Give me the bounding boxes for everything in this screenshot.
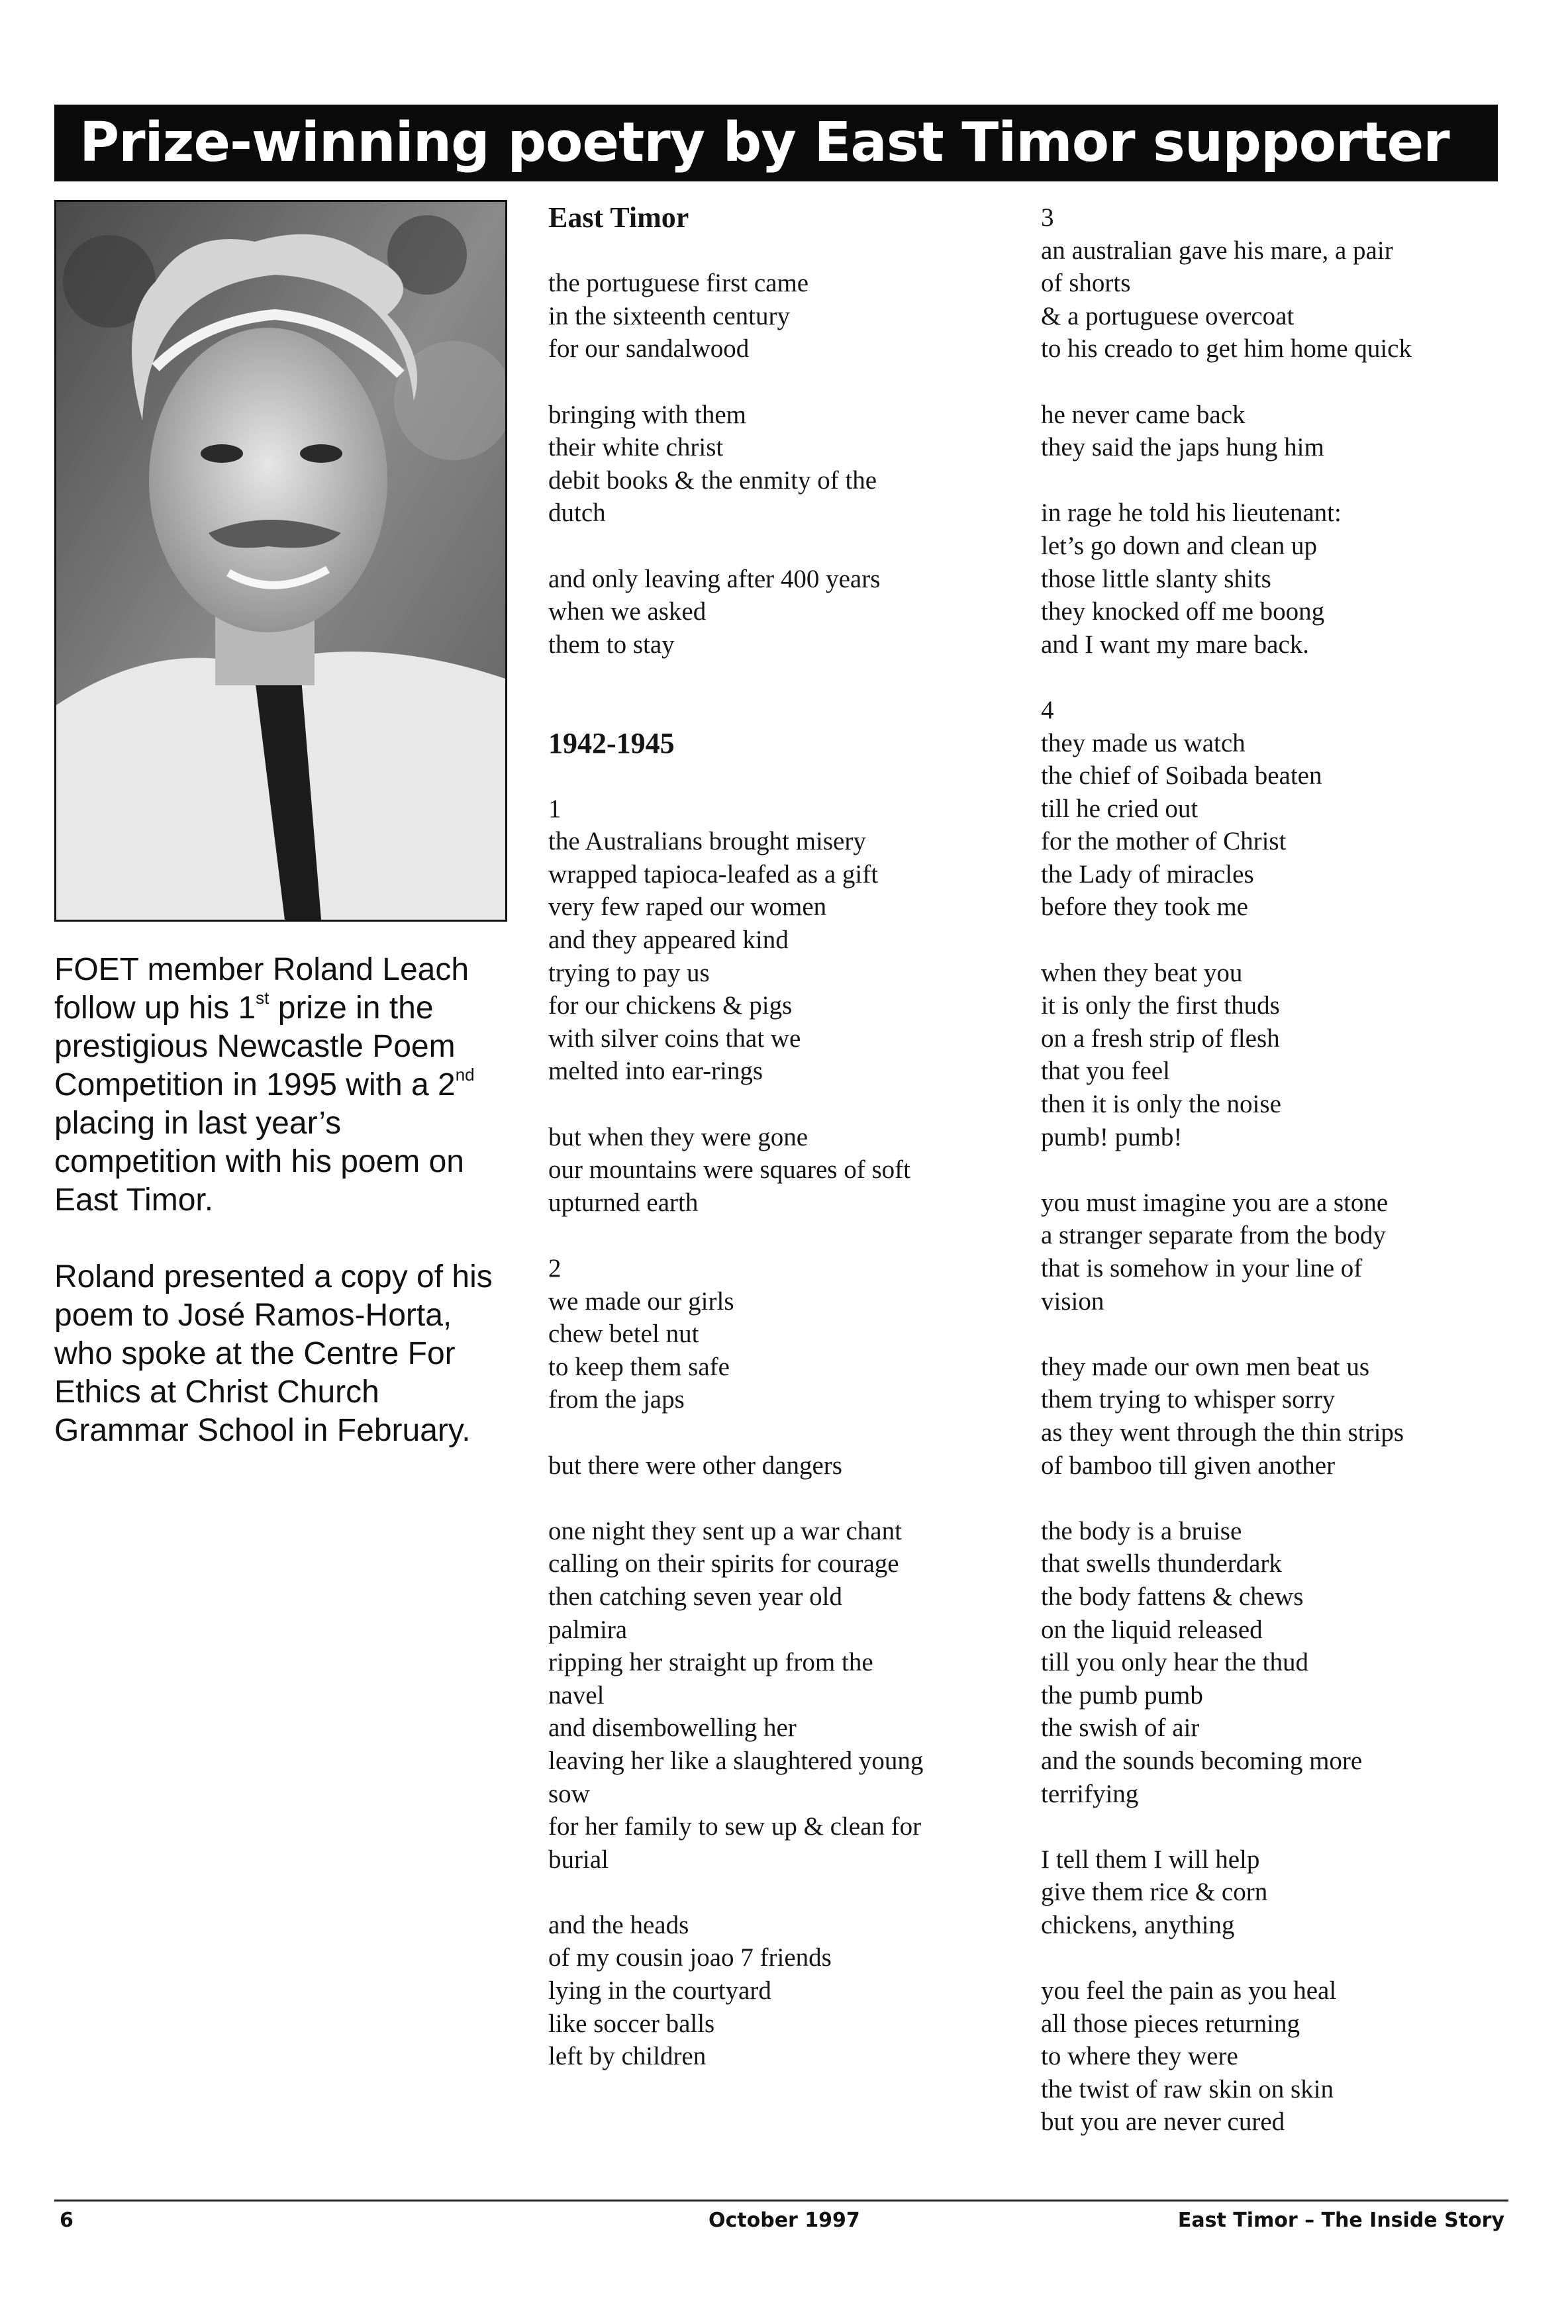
poem-line: vision [1041,1286,1104,1316]
stanza-break [548,530,1025,563]
poem-line: wrapped tapioca-leafed as a gift [548,859,879,889]
poem-line: you must imagine you are a stone [1041,1188,1389,1217]
poem-line: they made our own men beat us [1041,1352,1370,1381]
poem-line: let’s go down and clean up [1041,531,1317,560]
poem-line: a stranger separate from the body [1041,1221,1386,1250]
poem-line: the swish of air [1041,1714,1200,1743]
caption-text: placing in last year’s competition with his poem on East Timor. [54,1106,464,1218]
stanza-break [548,661,1025,694]
poem-line: that swells thunderdark [1041,1549,1282,1578]
poem-line: of my cousin joao 7 friends [548,1943,832,1972]
poem-line: bringing with them [548,400,746,429]
poem-line: burial [548,1845,609,1874]
poem-line: the portuguese first came [548,269,809,298]
poem-column-2 [1041,201,1504,2139]
poem-line: & a portuguese overcoat [1041,301,1295,330]
poem-line: for her family to sew up & clean for [548,1812,922,1841]
poem-line: one night they sent up a war chant [548,1516,902,1545]
poem-line: and the sounds becoming more [1041,1746,1363,1775]
stanza-break [1041,1153,1504,1186]
stanza-break [548,1219,1025,1252]
poem-line: very few raped our women [548,893,827,922]
poem-line: from the japs [548,1385,685,1414]
poem-column-1 [548,201,1025,2073]
stanza-break [1041,1941,1504,1974]
poem-line: give them rice & corn [1041,1878,1268,1907]
stanza-break [548,1416,1025,1449]
stanza-break [548,694,1025,727]
poem-line: then it is only the noise [1041,1090,1281,1119]
poem-line: then catching seven year old [548,1582,842,1611]
poem-line: we made our girls [548,1286,734,1316]
poem-line: our mountains were squares of soft [548,1155,910,1185]
stanza-break [1041,1318,1504,1351]
poem-line: and they appeared kind [548,926,789,955]
stanza-break [548,1876,1025,1909]
poem-line: they made us watch [1041,728,1246,757]
poem-line: them trying to whisper sorry [1041,1385,1336,1414]
poem-line: and the heads [548,1910,689,1939]
poem-line: the twist of raw skin on skin [1041,2074,1334,2104]
poem-line: sow [548,1779,590,1808]
poem-line: for the mother of Christ [1041,827,1287,856]
poem-line: 4 [1041,695,1054,724]
poem-line: and disembowelling her [548,1714,797,1743]
page-title: Prize-winning poetry by East Timor supporter [79,111,1449,174]
poem-line: for our chickens & pigs [548,991,793,1020]
poem-line: for our sandalwood [548,334,750,363]
poem-line: as they went through the thin strips [1041,1418,1404,1447]
publication-name: East Timor – The Inside Story [1177,2209,1504,2232]
poem-line: till you only hear the thud [1041,1648,1309,1677]
poem-line: they knocked off me boong [1041,597,1325,626]
poem-line: debit books & the enmity of the [548,465,877,495]
poem-line: navel [548,1680,605,1710]
ordinal-suffix: nd [455,1065,475,1085]
poem-line: when they beat you [1041,958,1243,987]
poem-line: the chief of Soibada beaten [1041,761,1322,791]
poem-line: 3 [1041,203,1054,232]
poem-line: the pumb pumb [1041,1680,1203,1710]
poem-line: that you feel [1041,1057,1170,1086]
poem-line: calling on their spirits for courage [548,1549,899,1578]
poem-line: on the liquid released [1041,1615,1263,1644]
poem-line: dutch [548,499,606,528]
poem-line: and only leaving after 400 years [548,564,881,593]
poem-line: in rage he told his lieutenant: [1041,499,1342,528]
poem-line: trying to pay us [548,958,710,987]
stanza-break [1041,1810,1504,1843]
stanza-break [1041,661,1504,694]
poem-line: all those pieces returning [1041,2009,1300,2038]
poem-line: to his creado to get him home quick [1041,334,1412,363]
poem-line: of shorts [1041,269,1131,298]
poem-line: pumb! pumb! [1041,1122,1183,1151]
stanza-break [548,234,1025,267]
poem-line: the Lady of miracles [1041,859,1254,889]
poem-line: I tell them I will help [1041,1845,1260,1874]
poem-line: an australian gave his mare, a pair [1041,236,1393,265]
poem-line: with silver coins that we [548,1024,801,1053]
poem-line: the body fattens & chews [1041,1582,1304,1611]
poem-line: to where they were [1041,2042,1238,2071]
poem-line: the Australians brought misery [548,827,866,856]
poem-line: in the sixteenth century [548,301,790,330]
stanza-break [1041,464,1504,497]
poem-line: till he cried out [1041,794,1199,823]
poem-line: lying in the courtyard [548,1976,771,2006]
poem-line: 1 [548,794,562,823]
poem-line: chickens, anything [1041,1910,1235,1939]
poem-line: them to stay [548,630,675,659]
poem-line: leaving her like a slaughtered young [548,1746,924,1775]
poem-line: their white christ [548,433,724,462]
poem-line: left by children [548,2042,707,2071]
caption-text: prize in the prestigious Newcastle Poem Competition in 1995 with a 2 [54,991,456,1102]
poem-line: of bamboo till given another [1041,1451,1336,1480]
poem-line: but there were other dangers [548,1451,842,1480]
poem-line: on a fresh strip of flesh [1041,1024,1280,1053]
stanza-break [1041,1482,1504,1515]
poem-line: you feel the pain as you heal [1041,1976,1337,2006]
poem-line: he never came back [1041,400,1246,429]
page-number: 6 [60,2209,74,2232]
ordinal-suffix: st [256,988,270,1008]
poem-line: those little slanty shits [1041,564,1271,593]
caption-paragraph-2: Roland presented a copy of his poem to José Ramos-Horta, who spoke at the Centre For Ethics at Christ Church Grammar School in February. [54,1259,493,1448]
poem-line: terrifying [1041,1779,1139,1808]
poem-line: ripping her straight up from the [548,1648,873,1677]
poem-line: 2 [548,1254,562,1283]
photo-caption [54,951,505,1488]
poem-line: they said the japs hung him [1041,433,1324,462]
stanza-break [548,365,1025,399]
poem-line: and I want my mare back. [1041,630,1310,659]
title-banner [54,105,1498,181]
poem-line: palmira [548,1615,628,1644]
poem-line: but when they were gone [548,1122,808,1151]
poem-line: when we asked [548,597,707,626]
poem-section-title: East Timor [548,201,689,234]
stanza-break [548,1088,1025,1121]
poem-line: it is only the first thuds [1041,991,1280,1020]
poem-line: melted into ear-rings [548,1057,763,1086]
poem-section-title: 1942-1945 [548,726,675,759]
poem-line: upturned earth [548,1188,699,1217]
poem-line: but you are never cured [1041,2107,1285,2137]
issue-date: October 1997 [709,2209,860,2232]
poem-line: the body is a bruise [1041,1516,1242,1545]
footer-rule [54,2200,1508,2202]
stanza-break [548,1482,1025,1515]
poem-line: like soccer balls [548,2009,715,2038]
caption-text: FOET member Roland Leach follow up his 1 [54,952,469,1026]
stanza-break [1041,924,1504,957]
poem-line: before they took me [1041,893,1248,922]
stanza-break [548,759,1025,793]
poem-line: that is somehow in your line of [1041,1254,1363,1283]
stanza-break [1041,365,1504,399]
poem-line: to keep them safe [548,1352,730,1381]
caption-paragraph-1 [54,951,505,1220]
author-photo [54,200,507,922]
portrait-illustration [56,202,505,920]
poem-line: chew betel nut [548,1320,699,1349]
